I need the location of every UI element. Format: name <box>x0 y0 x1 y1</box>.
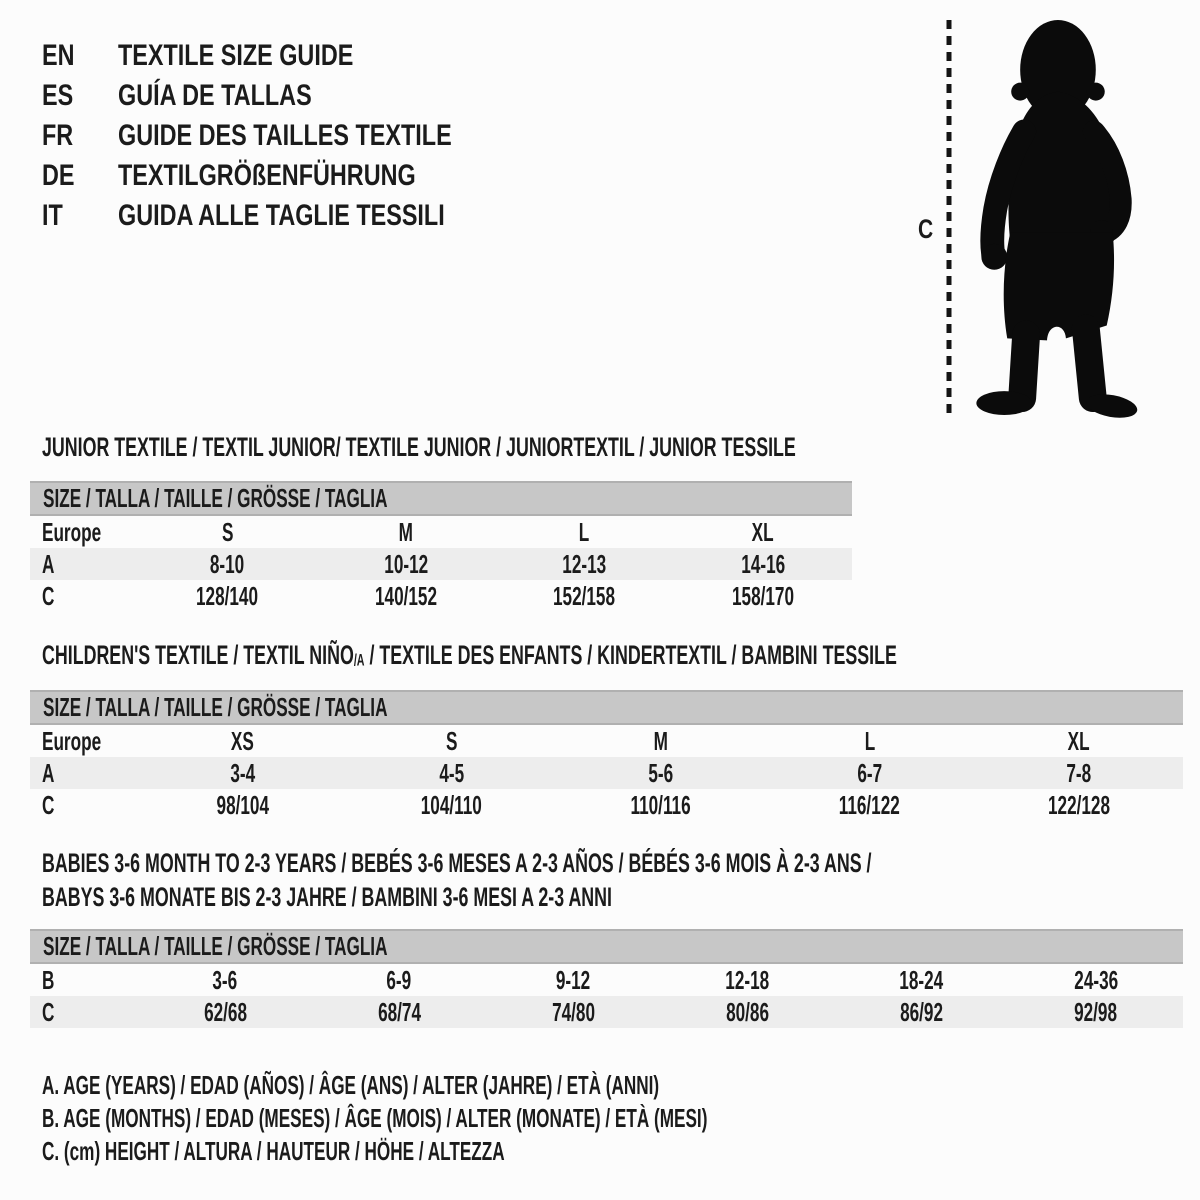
table-cell: 104/110 <box>420 789 483 820</box>
height-figure <box>900 18 1150 422</box>
table-cell: M <box>653 725 668 756</box>
table-cell: 8-10 <box>138 548 317 580</box>
size-header-bar: SIZE / TALLA / TAILLE / GRÖSSE / TAGLIA <box>30 482 852 515</box>
table-cell: XS <box>231 725 254 756</box>
table-cell: 140/152 <box>374 580 437 611</box>
table-cell: 3-6 <box>212 964 238 995</box>
table-cell: 12-18 <box>725 964 770 995</box>
table-cell: XL <box>751 516 774 547</box>
table-cell: XL <box>1067 725 1090 756</box>
table-cell: 6-9 <box>386 964 412 995</box>
table-cell: C <box>42 580 55 611</box>
table-cell: B <box>42 964 55 995</box>
table-cell: 24-36 <box>1073 964 1118 995</box>
babies-size-table <box>30 929 1183 1028</box>
measure-c-label: C <box>918 214 934 244</box>
table-cell: S <box>221 516 233 547</box>
size-bar-row <box>30 930 1183 963</box>
table-cell: 7-8 <box>974 757 1183 789</box>
table-cell: 68/74 <box>312 996 486 1028</box>
table-cell: 74/80 <box>486 996 660 1028</box>
children-row-a <box>30 757 1183 789</box>
height-dashed-line <box>946 20 952 418</box>
lang-code: EN <box>42 39 75 72</box>
legend-line-a: A. AGE (YEARS) / EDAD (AÑOS) / ÂGE (ANS) / ALTER (JAHRE) / ETÀ (ANNI) <box>42 1070 660 1100</box>
lang-title: TEXTILE SIZE GUIDE <box>118 39 354 72</box>
babies-section-title: BABIES 3-6 MONTH TO 2-3 YEARS / BEBÉS 3-6 MESES A 2-3 AÑOS / BÉBÉS 3-6 MOIS À 2-3 ANS / BABYS 3-6 MONATE BIS 2-3 JAHRE / BAMBINI 3-6 MESI A 2-3 ANNI <box>42 848 872 912</box>
table-cell: 10-12 <box>317 548 496 580</box>
measurement-legend <box>42 1072 1050 1171</box>
children-header-row <box>30 724 1183 757</box>
table-cell: Europe <box>42 516 102 547</box>
babies-row-b <box>30 963 1183 996</box>
table-cell: L <box>864 725 875 756</box>
children-section-title: CHILDREN'S TEXTILE / TEXTIL NIÑO/A / TEXTILE DES ENFANTS / KINDERTEXTIL / BAMBINI TESSILE <box>42 640 897 670</box>
children-row-c <box>30 789 1183 821</box>
table-cell: A <box>30 548 138 580</box>
table-cell: 128/140 <box>196 580 259 611</box>
junior-header-row <box>30 515 852 548</box>
junior-size-table <box>30 481 852 612</box>
table-cell: C <box>30 996 138 1028</box>
lang-title: GUIDA ALLE TAGLIE TESSILI <box>118 199 445 232</box>
table-cell: 110/116 <box>630 789 691 820</box>
table-cell: 158/170 <box>731 580 794 611</box>
children-size-table <box>30 690 1183 821</box>
size-bar-row <box>30 482 852 515</box>
legend-line-b: B. AGE (MONTHS) / EDAD (MESES) / ÂGE (MOIS) / ALTER (MONATE) / ETÀ (MESI) <box>42 1103 708 1133</box>
junior-row-a <box>30 548 852 580</box>
lang-code: ES <box>42 79 74 112</box>
table-cell: 92/98 <box>1009 996 1183 1028</box>
table-cell: 9-12 <box>556 964 591 995</box>
table-cell: 80/86 <box>660 996 834 1028</box>
size-header-bar: SIZE / TALLA / TAILLE / GRÖSSE / TAGLIA <box>30 691 1183 724</box>
table-cell: C <box>42 789 55 820</box>
table-cell: 116/122 <box>838 789 901 820</box>
babies-row-c <box>30 996 1183 1028</box>
table-cell: S <box>445 725 458 756</box>
table-cell: 6-7 <box>765 757 974 789</box>
table-cell: 14-16 <box>674 548 853 580</box>
lang-title: TEXTILGRÖßENFÜHRUNG <box>118 159 416 192</box>
table-cell: M <box>398 516 413 547</box>
table-cell: 122/128 <box>1047 789 1110 820</box>
size-bar-row <box>30 691 1183 724</box>
size-header-bar: SIZE / TALLA / TAILLE / GRÖSSE / TAGLIA <box>30 930 1183 963</box>
lang-title: GUÍA DE TALLAS <box>118 79 312 112</box>
table-cell: L <box>578 516 590 547</box>
table-cell: 62/68 <box>138 996 312 1028</box>
table-cell: 86/92 <box>835 996 1009 1028</box>
lang-title: GUIDE DES TAILLES TEXTILE <box>118 119 452 152</box>
junior-section-title: JUNIOR TEXTILE / TEXTIL JUNIOR/ TEXTILE JUNIOR / JUNIORTEXTIL / JUNIOR TESSILE <box>42 432 796 462</box>
lang-code: DE <box>42 159 75 192</box>
table-cell: 5-6 <box>556 757 765 789</box>
table-cell: A <box>30 757 138 789</box>
baby-silhouette-icon <box>966 20 1141 418</box>
junior-row-c <box>30 580 852 612</box>
lang-code: FR <box>42 119 74 152</box>
legend-line-c: C. (cm) HEIGHT / ALTURA / HAUTEUR / HÖHE / ALTEZZA <box>42 1136 505 1166</box>
table-cell: 3-4 <box>138 757 347 789</box>
table-cell: 152/158 <box>553 580 616 611</box>
table-cell: 98/104 <box>216 789 269 820</box>
table-cell: 4-5 <box>347 757 556 789</box>
table-cell: Europe <box>42 725 102 756</box>
table-cell: 18-24 <box>899 964 944 995</box>
table-cell: 12-13 <box>495 548 674 580</box>
lang-code: IT <box>42 199 63 232</box>
